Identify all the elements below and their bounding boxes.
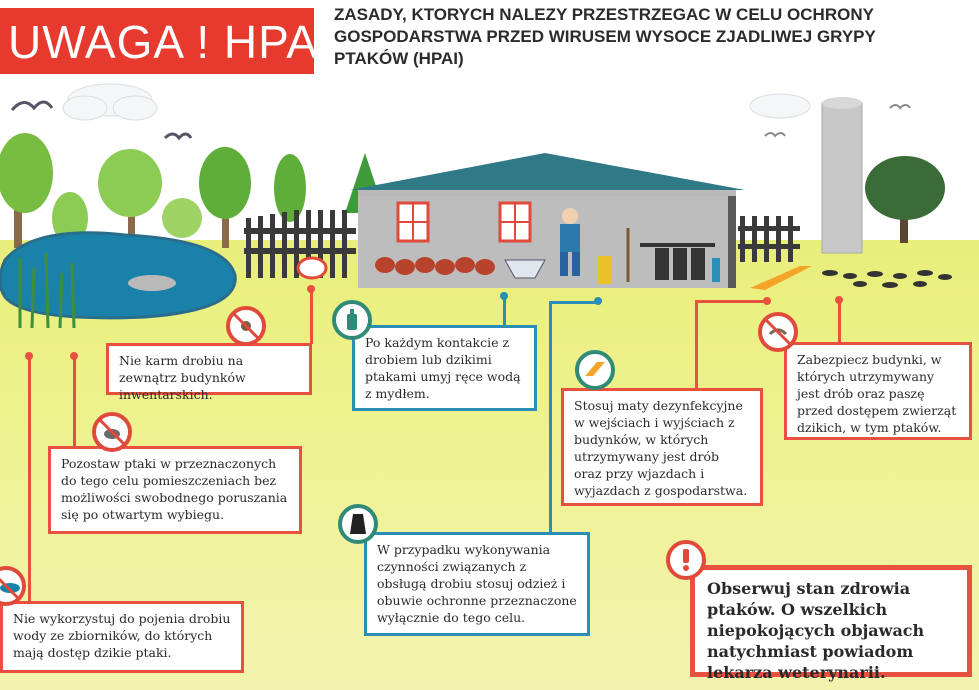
tip-text: Pozostaw ptaki w przeznaczonych do tego celu pomieszczeniach bez możliwości swobodnego poruszania się po otwartym wybiegu. [61, 456, 288, 522]
connector-7 [28, 356, 31, 602]
page-title: UWAGA ! HPAI [8, 16, 332, 68]
tip-text: Nie karm drobiu na zewnątrz budynków inwentarskich. [119, 353, 246, 402]
cloud-right [750, 94, 810, 118]
barn-roof [350, 153, 745, 190]
page-subtitle: ZASADY, KTORYCH NALEZY PRZESTRZEGAC W CELU OCHRONY GOSPODARSTWA PRZED WIRUSEM WYSOCE ZJADLIWEJ GRYPY PTAKÓW (HPAI) [334, 5, 876, 68]
no-feeding-bird-icon [226, 306, 266, 346]
farm-illustration [0, 78, 979, 338]
tip-box-handwashing [352, 325, 537, 411]
tip-text: Zabezpiecz budynki, w których utrzymywany jest drób oraz paszę przed dostępem zwierząt dzikich, w tym ptaków. [797, 352, 957, 435]
connector-5 [73, 356, 76, 446]
tip-box-water-source [0, 601, 244, 673]
tip-text: Stosuj maty dezynfekcyjne w wejściach i wyjściach z budynków, w których utrzymywany jest drób oraz przy wjazdach i wyjazdach z gospodarstwa. [574, 398, 748, 498]
connector-3 [695, 300, 765, 303]
tip-text: W przypadku wykonywania czynności związanych z obsługą drobiu stosuj odzież i obuwie ochronne przeznaczone wyłącznie do tego celu. [377, 542, 577, 625]
tip-box-secure-buildings [784, 342, 972, 440]
fence-right [738, 216, 800, 262]
cloud-left [63, 84, 157, 120]
tip-box-observe-health [690, 565, 972, 682]
tip-text: Nie wykorzystuj do pojenia drobiu wody ze zbiorników, do których mają dostęp dzikie ptaki. [13, 611, 231, 660]
tip-text: Po każdym kontakcie z drobiem lub dzikimi ptakami umyj ręce wodą z mydłem. [365, 335, 521, 401]
connector-6 [549, 301, 552, 533]
connector-1 [310, 288, 313, 344]
soap-bottle-icon [332, 300, 372, 340]
disinfection-mat-icon [575, 350, 615, 390]
apron-icon [338, 504, 378, 544]
no-free-range-icon [92, 412, 132, 452]
tip-box-disinfection-mats [561, 388, 763, 506]
tip-box-feeding [106, 343, 312, 402]
exclamation-icon [666, 540, 706, 580]
pond [0, 233, 235, 318]
tip-box-indoor-birds [48, 446, 302, 534]
tip-text: Obserwuj stan zdrowia ptaków. O wszelkich niepokojących objawach natychmiast powiadom lekarza weterynarii. [707, 579, 925, 682]
connector-4 [838, 300, 841, 342]
flying-bird-left [12, 102, 52, 110]
tip-box-protective-clothing [364, 532, 590, 636]
connector-2 [503, 296, 506, 326]
flying-bird-mid [165, 134, 191, 138]
no-wild-bird-icon [758, 312, 798, 352]
